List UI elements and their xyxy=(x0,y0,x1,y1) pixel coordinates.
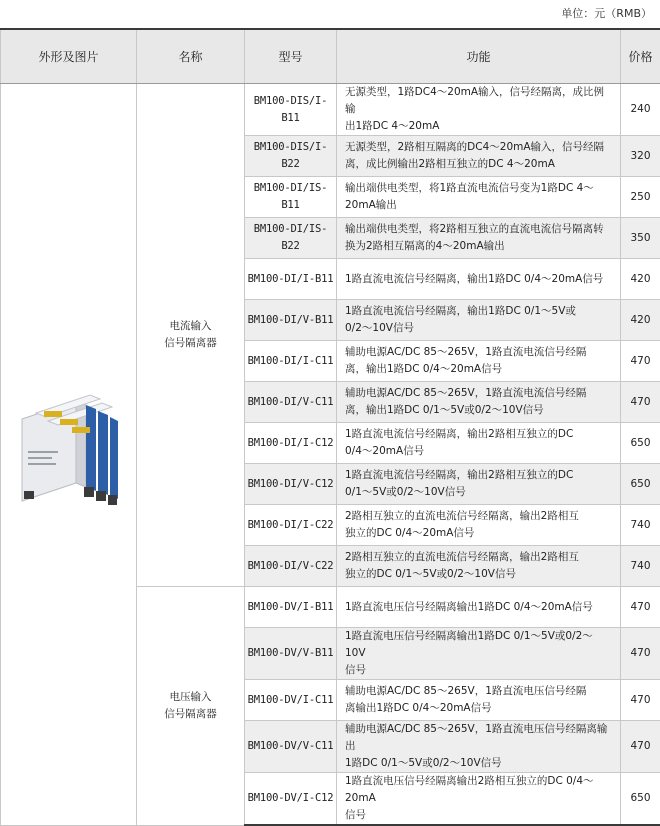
product-image-cell xyxy=(1,84,137,826)
function-line2: 信号 xyxy=(345,807,612,824)
function-description xyxy=(337,341,621,382)
model-number: BM100-DI/IS-B11 xyxy=(245,177,337,218)
function-description xyxy=(337,423,621,464)
model-number: BM100-DIS/I-B22 xyxy=(245,136,337,177)
price-value: 470 xyxy=(621,587,660,628)
model-number: BM100-DI/V-C22 xyxy=(245,546,337,587)
function-line2: 0/4～20mA信号 xyxy=(345,443,612,460)
function-description xyxy=(337,300,621,341)
function-line1: 1路直流电流信号经隔离，输出2路相互独立的DC xyxy=(345,467,612,484)
price-value: 350 xyxy=(621,218,660,259)
function-description xyxy=(337,464,621,505)
category-name-line2: 信号隔离器 xyxy=(137,335,244,352)
function-line2: 1路DC 0/1～5V或0/2～10V信号 xyxy=(345,755,612,772)
function-line1: 2路相互独立的直流电流信号经隔离，输出2路相互 xyxy=(345,508,612,525)
product-category-name xyxy=(137,84,245,587)
function-line1: 辅助电源AC/DC 85～265V，1路直流电流信号经隔 xyxy=(345,385,612,402)
price-value: 470 xyxy=(621,628,660,680)
unit-label: 单位：元（RMB） xyxy=(561,5,652,21)
price-value: 470 xyxy=(621,721,660,773)
function-line1: 辅助电源AC/DC 85～265V，1路直流电压信号经隔 xyxy=(345,683,612,700)
model-number: BM100-DI/IS-B22 xyxy=(245,218,337,259)
function-description xyxy=(337,177,621,218)
function-line2: 独立的DC 0/1～5V或0/2～10V信号 xyxy=(345,566,612,583)
model-number: BM100-DV/I-C11 xyxy=(245,680,337,721)
category-name-line1: 电流输入 xyxy=(137,318,244,335)
model-number: BM100-DV/I-C12 xyxy=(245,773,337,826)
model-number: BM100-DV/V-C11 xyxy=(245,721,337,773)
price-value: 740 xyxy=(621,546,660,587)
model-number: BM100-DV/I-B11 xyxy=(245,587,337,628)
isolator-device-image xyxy=(14,391,124,511)
model-number: BM100-DV/V-B11 xyxy=(245,628,337,680)
function-line1: 1路直流电压信号经隔离输出2路相互独立的DC 0/4～20mA xyxy=(345,773,612,807)
price-value: 420 xyxy=(621,259,660,300)
model-number: BM100-DIS/I-B11 xyxy=(245,84,337,136)
function-description xyxy=(337,382,621,423)
function-line1: 辅助电源AC/DC 85～265V，1路直流电压信号经隔离输出 xyxy=(345,721,612,755)
function-line1: 2路相互独立的直流电流信号经隔离，输出2路相互 xyxy=(345,549,612,566)
price-value: 320 xyxy=(621,136,660,177)
function-line2: 离，成比例输出2路相互独立的DC 4～20mA xyxy=(345,156,612,173)
header-model: 型号 xyxy=(245,29,337,84)
table-row xyxy=(1,84,660,136)
price-value: 650 xyxy=(621,773,660,826)
function-line2: 离输出1路DC 0/4～20mA信号 xyxy=(345,700,612,717)
price-value: 250 xyxy=(621,177,660,218)
price-value: 470 xyxy=(621,382,660,423)
function-description xyxy=(337,84,621,136)
function-description xyxy=(337,721,621,773)
function-description xyxy=(337,218,621,259)
function-line2: 0/1～5V或0/2～10V信号 xyxy=(345,484,612,501)
model-number: BM100-DI/V-C11 xyxy=(245,382,337,423)
function-line2: 离，输出1路DC 0/4～20mA信号 xyxy=(345,361,612,378)
category-name-line2: 信号隔离器 xyxy=(137,706,244,723)
price-table xyxy=(0,28,660,826)
model-number: BM100-DI/V-B11 xyxy=(245,300,337,341)
function-line1: 输出端供电类型，将2路相互独立的直流电流信号隔离转 xyxy=(345,221,612,238)
function-line1: 无源类型，2路相互隔离的DC4～20mA输入，信号经隔 xyxy=(345,139,612,156)
function-line1: 输出端供电类型，将1路直流电流信号变为1路DC 4～ xyxy=(345,180,612,197)
price-value: 650 xyxy=(621,464,660,505)
function-line1: 无源类型，1路DC4～20mA输入，信号经隔离，成比例输 xyxy=(345,84,612,118)
function-line2: 20mA输出 xyxy=(345,197,612,214)
function-line1: 1路直流电流信号经隔离，输出1路DC 0/1～5V或 xyxy=(345,303,612,320)
price-value: 240 xyxy=(621,84,660,136)
function-line2: 0/2～10V信号 xyxy=(345,320,612,337)
function-description xyxy=(337,136,621,177)
header-row xyxy=(1,29,660,84)
function-description xyxy=(337,587,621,628)
model-number: BM100-DI/I-C11 xyxy=(245,341,337,382)
function-description xyxy=(337,628,621,680)
function-description xyxy=(337,259,621,300)
price-value: 470 xyxy=(621,341,660,382)
category-name-line1: 电压输入 xyxy=(137,689,244,706)
header-price: 价格 xyxy=(621,29,660,84)
model-number: BM100-DI/I-C12 xyxy=(245,423,337,464)
price-value: 740 xyxy=(621,505,660,546)
function-line2: 信号 xyxy=(345,662,612,679)
function-description xyxy=(337,680,621,721)
function-description xyxy=(337,546,621,587)
price-value: 470 xyxy=(621,680,660,721)
model-number: BM100-DI/V-C12 xyxy=(245,464,337,505)
header-function: 功能 xyxy=(337,29,621,84)
price-value: 650 xyxy=(621,423,660,464)
function-line1: 辅助电源AC/DC 85～265V，1路直流电流信号经隔 xyxy=(345,344,612,361)
function-description xyxy=(337,505,621,546)
function-line1: 1路直流电压信号经隔离输出1路DC 0/1～5V或0/2～10V xyxy=(345,628,612,662)
header-image: 外形及图片 xyxy=(1,29,137,84)
function-line2: 换为2路相互隔离的4～20mA输出 xyxy=(345,238,612,255)
model-number: BM100-DI/I-B11 xyxy=(245,259,337,300)
function-line2: 出1路DC 4～20mA xyxy=(345,118,612,135)
function-line1: 1路直流电流信号经隔离，输出1路DC 0/4～20mA信号 xyxy=(345,271,612,288)
product-category-name xyxy=(137,587,245,826)
header-name: 名称 xyxy=(137,29,245,84)
function-line2: 独立的DC 0/4～20mA信号 xyxy=(345,525,612,542)
function-line2: 离，输出1路DC 0/1～5V或0/2～10V信号 xyxy=(345,402,612,419)
function-line1: 1路直流电压信号经隔离输出1路DC 0/4～20mA信号 xyxy=(345,599,612,616)
function-description xyxy=(337,773,621,826)
function-line1: 1路直流电流信号经隔离，输出2路相互独立的DC xyxy=(345,426,612,443)
model-number: BM100-DI/I-C22 xyxy=(245,505,337,546)
price-value: 420 xyxy=(621,300,660,341)
